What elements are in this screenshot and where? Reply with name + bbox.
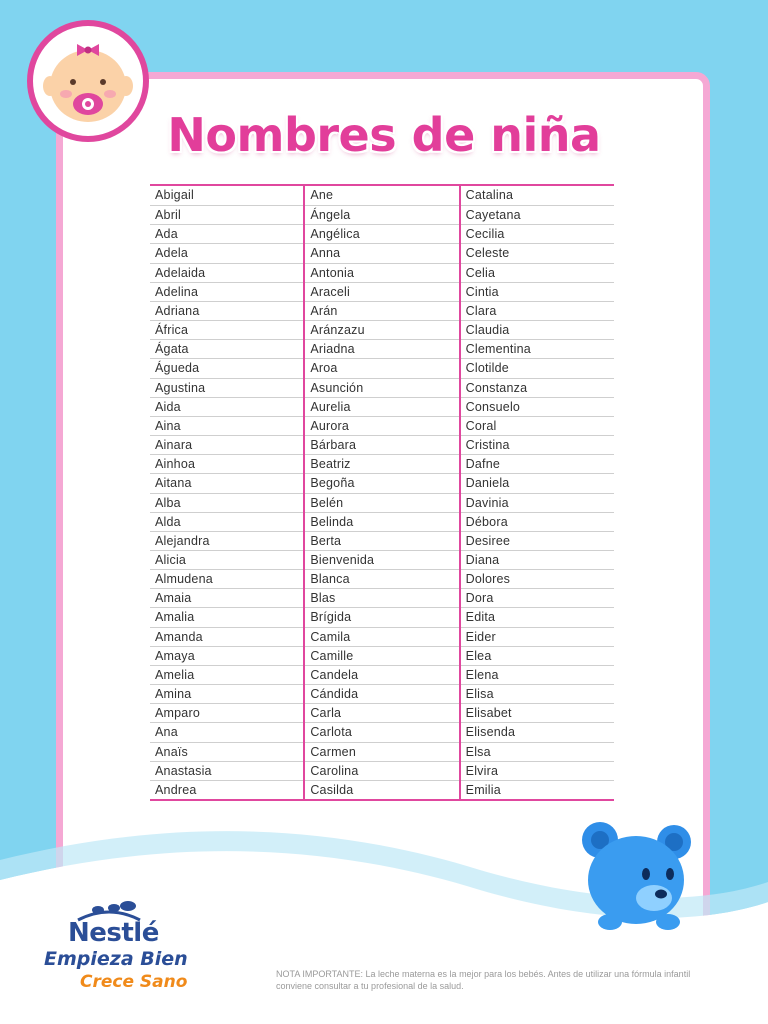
name-cell: Débora [461, 512, 614, 531]
name-cell: Adelaida [150, 263, 303, 282]
name-cell: Bienvenida [305, 550, 458, 569]
name-cell: Elisa [461, 684, 614, 703]
name-cell: Amaia [150, 588, 303, 607]
name-cell: Ainara [150, 435, 303, 454]
name-cell: Ana [150, 722, 303, 741]
name-cell: Aitana [150, 473, 303, 492]
name-cell: Cándida [305, 684, 458, 703]
name-cell: Adriana [150, 301, 303, 320]
name-cell: Abril [150, 205, 303, 224]
name-cell: Ada [150, 224, 303, 243]
name-cell: Andrea [150, 780, 303, 799]
name-cell: Aránzazu [305, 320, 458, 339]
name-cell: Constanza [461, 378, 614, 397]
name-cell: Davinia [461, 493, 614, 512]
name-cell: Emilia [461, 780, 614, 799]
name-cell: Elea [461, 646, 614, 665]
nestle-wordmark: Nestlé [68, 918, 159, 948]
name-cell: Adela [150, 243, 303, 262]
name-cell: Elisabet [461, 703, 614, 722]
name-cell: Clara [461, 301, 614, 320]
name-cell: Camila [305, 627, 458, 646]
name-cell: Araceli [305, 282, 458, 301]
name-cell: Edita [461, 607, 614, 626]
name-cell: Ángela [305, 205, 458, 224]
name-cell: Elisenda [461, 722, 614, 741]
name-cell: Amina [150, 684, 303, 703]
name-cell: Daniela [461, 473, 614, 492]
name-cell: Alejandra [150, 531, 303, 550]
name-cell: Ane [310, 188, 334, 202]
name-cell: Celia [461, 263, 614, 282]
name-cell: Catalina [465, 188, 514, 202]
page-title: Nombres de niña [167, 108, 601, 162]
name-cell: Alicia [150, 550, 303, 569]
name-cell: Asunción [305, 378, 458, 397]
name-cell: Almudena [150, 569, 303, 588]
name-cell: Angélica [305, 224, 458, 243]
name-cell: Dolores [461, 569, 614, 588]
name-cell: Carlota [305, 722, 458, 741]
name-cell: África [150, 320, 303, 339]
name-cell: Anna [305, 243, 458, 262]
name-cell: Clementina [461, 339, 614, 358]
name-cell: Alba [150, 493, 303, 512]
name-cell: Abigail [155, 188, 194, 202]
name-cell: Belinda [305, 512, 458, 531]
name-cell: Cristina [461, 435, 614, 454]
name-cell: Águeda [150, 358, 303, 377]
bear-mascot-icon [570, 818, 700, 930]
name-cell: Claudia [461, 320, 614, 339]
name-cell: Blanca [305, 569, 458, 588]
name-cell: Bárbara [305, 435, 458, 454]
name-cell: Diana [461, 550, 614, 569]
name-cell: Casilda [305, 780, 458, 799]
name-cell: Camille [305, 646, 458, 665]
name-cell: Anaïs [150, 742, 303, 761]
name-cell: Eider [461, 627, 614, 646]
name-cell: Amaya [150, 646, 303, 665]
name-cell: Ainhoa [150, 454, 303, 473]
name-cell: Carmen [305, 742, 458, 761]
name-cell: Elena [461, 665, 614, 684]
name-cell: Amelia [150, 665, 303, 684]
name-cell: Ariadna [305, 339, 458, 358]
name-cell: Carolina [305, 761, 458, 780]
name-cell: Elvira [461, 761, 614, 780]
name-cell: Cintia [461, 282, 614, 301]
tagline-crece-sano: Crece Sano [80, 972, 188, 992]
name-cell: Beatriz [305, 454, 458, 473]
name-cell: Agustina [150, 378, 303, 397]
names-table [150, 184, 614, 801]
name-cell: Antonia [305, 263, 458, 282]
name-cell: Amparo [150, 703, 303, 722]
name-cell: Cecilia [461, 224, 614, 243]
baby-face-icon [27, 20, 149, 142]
name-cell: Candela [305, 665, 458, 684]
name-cell: Begoña [305, 473, 458, 492]
name-cell: Clotilde [461, 358, 614, 377]
name-cell: Adelina [150, 282, 303, 301]
name-cell: Elsa [461, 742, 614, 761]
name-cell: Aurora [305, 416, 458, 435]
name-cell: Amalia [150, 607, 303, 626]
name-cell: Arán [305, 301, 458, 320]
name-cell: Alda [150, 512, 303, 531]
name-cell: Brígida [305, 607, 458, 626]
names-column-3 [459, 186, 614, 799]
name-cell: Consuelo [461, 397, 614, 416]
name-cell: Dafne [461, 454, 614, 473]
names-column-1 [150, 186, 303, 799]
name-cell: Blas [305, 588, 458, 607]
name-cell: Coral [461, 416, 614, 435]
name-cell: Berta [305, 531, 458, 550]
name-cell: Belén [305, 493, 458, 512]
tagline-empieza-bien: Empieza Bien [44, 948, 188, 970]
names-column-2 [303, 186, 458, 799]
name-cell: Celeste [461, 243, 614, 262]
name-cell: Anastasia [150, 761, 303, 780]
name-cell: Desiree [461, 531, 614, 550]
important-note: NOTA IMPORTANTE: La leche materna es la mejor para los bebés. Antes de utilizar una fórmula infantil conviene consultar a tu profesional de la salud. [276, 969, 691, 991]
name-cell: Cayetana [461, 205, 614, 224]
name-cell: Aurelia [305, 397, 458, 416]
name-cell: Amanda [150, 627, 303, 646]
name-cell: Aida [150, 397, 303, 416]
name-cell: Aroa [305, 358, 458, 377]
name-cell: Aina [150, 416, 303, 435]
name-cell: Dora [461, 588, 614, 607]
name-cell: Ágata [150, 339, 303, 358]
name-cell: Carla [305, 703, 458, 722]
